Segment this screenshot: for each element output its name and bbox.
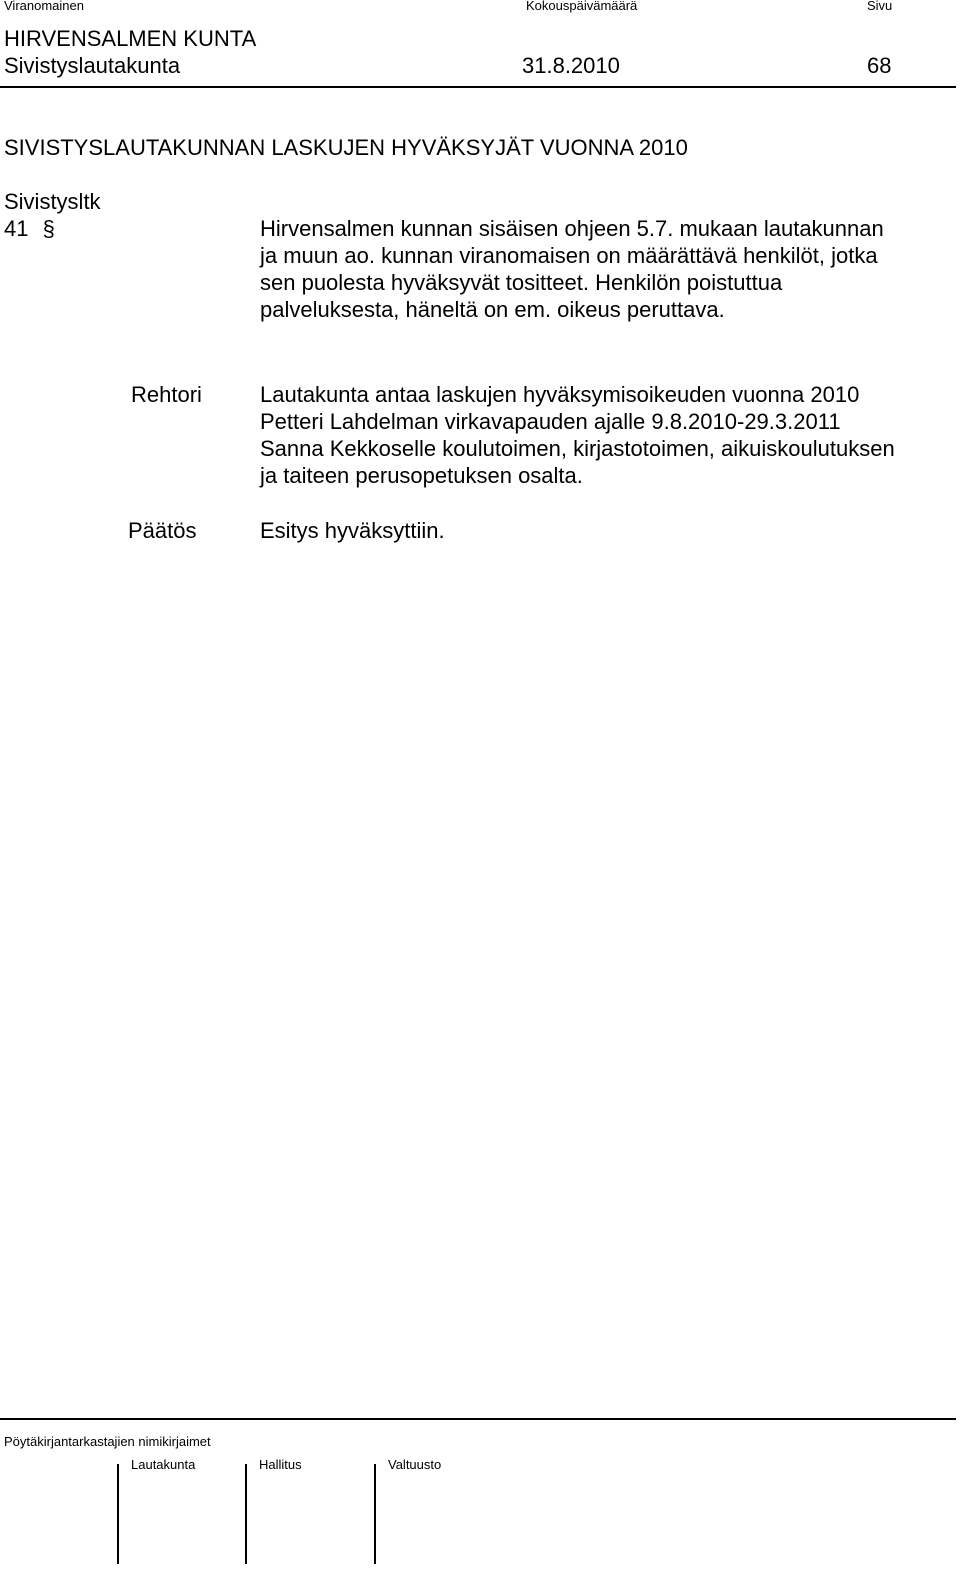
intro-line: Hirvensalmen kunnan sisäisen ohjeen 5.7. mukaan lautakunnan — [260, 216, 884, 241]
intro-line: sen puolesta hyväksyvät tositteet. Henkilön poistuttua — [260, 270, 783, 295]
proposal-line: Sanna Kekkoselle koulutoimen, kirjastotoimen, aikuiskoulutuksen — [260, 436, 895, 461]
intro-line: ja muun ao. kunnan viranomaisen on määrättävä henkilöt, jotka — [260, 243, 878, 268]
header-label-official: Viranomainen — [4, 0, 84, 13]
section-symbol: § — [42, 216, 55, 241]
proposal-line: Lautakunta antaa laskujen hyväksymisoikeuden vuonna 2010 — [260, 382, 860, 407]
page-number: 68 — [867, 53, 892, 78]
proposal-line: Petteri Lahdelman virkavapauden ajalle 9.8.2010-29.3.2011 — [260, 409, 841, 434]
decision-label: Päätös — [128, 518, 197, 543]
section-number — [4, 215, 55, 242]
proposal-line: ja taiteen perusopetuksen osalta. — [260, 463, 583, 488]
proposal-paragraph — [260, 381, 895, 489]
signature-box-divider — [117, 1464, 119, 1564]
board-abbreviation: Sivistysltk — [4, 189, 101, 214]
board-name: Sivistyslautakunta — [4, 53, 181, 78]
decision-text: Esitys hyväksyttiin. — [260, 518, 445, 543]
footer-column-government: Hallitus — [259, 1457, 302, 1472]
document-title: SIVISTYSLAUTAKUNNAN LASKUJEN HYVÄKSYJÄT VUONNA 2010 — [4, 135, 688, 160]
header-label-page: Sivu — [867, 0, 893, 13]
intro-paragraph — [260, 215, 884, 323]
intro-line: palveluksesta, häneltä on em. oikeus peruttava. — [260, 297, 725, 322]
proposal-label: Rehtori — [131, 382, 202, 407]
signatures-label: Pöytäkirjantarkastajien nimikirjaimet — [4, 1434, 211, 1449]
footer-column-board: Lautakunta — [131, 1457, 196, 1472]
header-label-meeting-date: Kokouspäivämäärä — [526, 0, 638, 13]
meeting-date: 31.8.2010 — [522, 53, 620, 78]
footer-column-council: Valtuusto — [388, 1457, 442, 1472]
section-number-value: 41 — [4, 216, 29, 241]
signature-box-divider — [374, 1464, 376, 1564]
footer-rule — [0, 1418, 956, 1420]
header-rule — [0, 86, 956, 88]
signature-box-divider — [245, 1464, 247, 1564]
municipality-name: HIRVENSALMEN KUNTA — [4, 26, 257, 51]
